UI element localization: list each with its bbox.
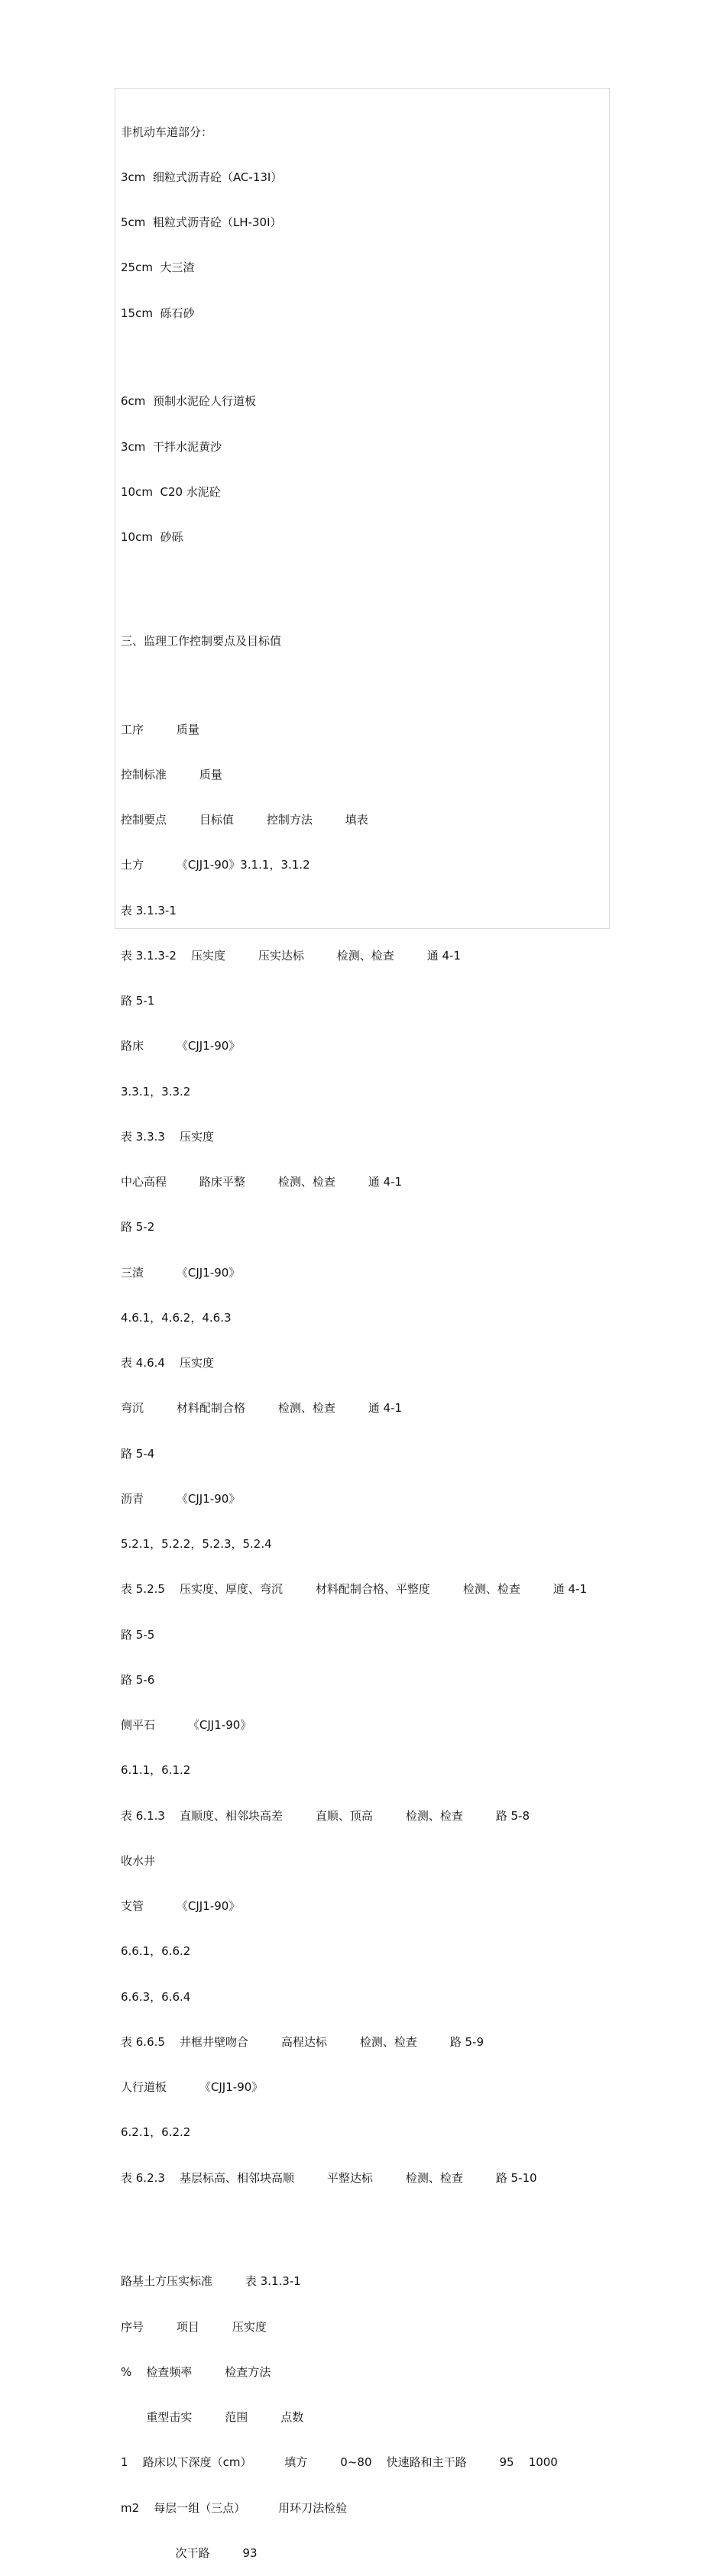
control-line: 路 5-2 — [121, 1220, 155, 1235]
control-line: 表 5.2.5 压实度、厚度、弯沉 材料配制合格、平整度 检测、检查 通 4-1 — [121, 1582, 588, 1597]
control-line: 路床 《CJJ1-90》 — [121, 1039, 241, 1053]
table-line: m2 每层一组（三点） 用环刀法检验 — [121, 2500, 348, 2515]
control-line: 路 5-1 — [121, 994, 155, 1008]
control-line: 3.3.1，3.3.2 — [121, 1084, 191, 1099]
control-line: 表 6.6.5 井框井壁吻合 高程达标 检测、检查 路 5-9 — [121, 2034, 485, 2049]
control-line: 6.2.1，6.2.2 — [121, 2125, 191, 2140]
control-line: 中心高程 路床平整 检测、检查 通 4-1 — [121, 1175, 403, 1189]
sidewalk-layer-3: 10cm C20 水泥砼 — [121, 484, 221, 499]
table-line: 1 路床以下深度（cm） 填方 0~80 快速路和主干路 95 1000 — [121, 2455, 558, 2470]
control-line: 表 6.1.3 直顺度、相邻块高差 直顺、顶高 检测、检查 路 5-8 — [121, 1808, 530, 1823]
nonmotor-layer-1: 3cm 细粒式沥青砼（AC-13Ⅰ） — [121, 170, 283, 184]
control-line: 5.2.1，5.2.2，5.2.3，5.2.4 — [121, 1537, 272, 1551]
table-line: 序号 项目 压实度 — [121, 2319, 267, 2334]
control-line: 沥青 《CJJ1-90》 — [121, 1491, 241, 1506]
control-line: 路 5-6 — [121, 1672, 155, 1687]
table-line: 次干路 93 — [121, 2545, 258, 2560]
control-line: 表 3.1.3-2 压实度 压实达标 检测、检查 通 4-1 — [121, 948, 461, 963]
table-line: % 检查频率 检查方法 — [121, 2364, 271, 2379]
control-line: 三渣 《CJJ1-90》 — [121, 1265, 241, 1280]
control-line: 侧平石 《CJJ1-90》 — [121, 1718, 252, 1732]
nonmotor-layer-4: 15cm 砾石砂 — [121, 306, 195, 320]
section-three-heading: 三、监理工作控制要点及目标值 — [121, 633, 282, 648]
control-line: 表 4.6.4 压实度 — [121, 1356, 215, 1370]
control-line: 表 3.1.3-1 — [121, 903, 177, 917]
control-line: 表 6.2.3 基层标高、相邻块高顺 平整达标 检测、检查 路 5-10 — [121, 2170, 537, 2185]
document-body — [121, 95, 607, 2576]
control-line: 支管 《CJJ1-90》 — [121, 1899, 241, 1913]
sidewalk-layer-1: 6cm 预制水泥砼人行道板 — [121, 394, 256, 409]
control-line: 控制标准 质量 — [121, 767, 222, 782]
control-line: 6.6.1，6.6.2 — [121, 1944, 191, 1959]
control-line: 收水井 — [121, 1853, 156, 1868]
control-line: 6.1.1，6.1.2 — [121, 1763, 191, 1778]
control-line: 路 5-5 — [121, 1627, 155, 1642]
sidewalk-layer-2: 3cm 干拌水泥黄沙 — [121, 439, 222, 454]
control-line: 控制要点 目标值 控制方法 填表 — [121, 813, 368, 827]
control-line: 表 3.3.3 压实度 — [121, 1129, 215, 1144]
control-line: 6.6.3，6.6.4 — [121, 1989, 191, 2004]
table-line: 重型击实 范围 点数 — [121, 2410, 304, 2424]
table-title: 路基土方压实标准 表 3.1.3-1 — [121, 2274, 301, 2289]
control-line: 人行道板 《CJJ1-90》 — [121, 2080, 264, 2094]
control-line: 4.6.1，4.6.2，4.6.3 — [121, 1310, 232, 1325]
nonmotor-layer-3: 25cm 大三渣 — [121, 261, 195, 275]
control-line: 路 5-4 — [121, 1446, 155, 1461]
control-line: 土方 《CJJ1-90》3.1.1，3.1.2 — [121, 858, 310, 872]
control-line: 弯沉 材料配制合格 检测、检查 通 4-1 — [121, 1401, 403, 1416]
sidewalk-layer-4: 10cm 砂砾 — [121, 530, 183, 544]
nonmotor-title: 非机动车道部分： — [121, 125, 213, 139]
nonmotor-layer-2: 5cm 粗粒式沥青砼（LH-30Ⅰ） — [121, 215, 282, 229]
control-line: 工序 质量 — [121, 722, 199, 736]
